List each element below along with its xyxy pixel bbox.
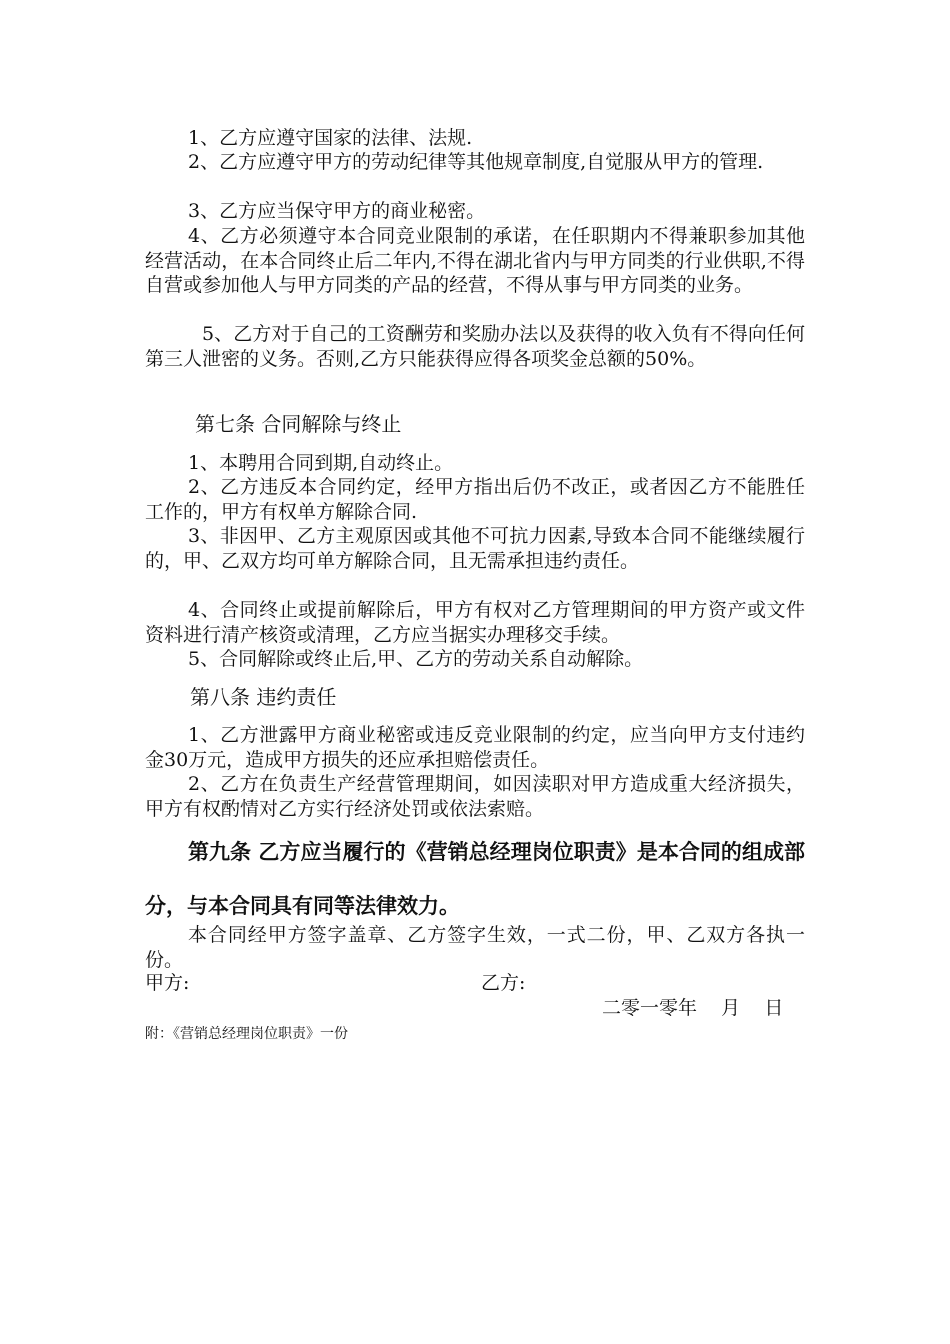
duty-item-4: 4、乙方必须遵守本合同竞业限制的承诺，在任职期内不得兼职参加其他经营活动，在本合同终止后二年内,不得在湖北省内与甲方同类的行业供职,不得自营或参加他人与甲方同类的产品的经营，不得从事与甲方同类的业务。 — [145, 225, 805, 296]
section-8-heading: 第八条 违约责任 — [190, 685, 337, 709]
party-a-label: 甲方: — [145, 972, 190, 994]
section-9-text: 第九条 乙方应当履行的《营销总经理岗位职责》是本合同的组成部分，与本合同具有同等法律效力。 — [145, 840, 805, 918]
duty-item-5: 5、乙方对于自己的工资酬劳和奖励办法以及获得的收入负有不得向任何第三人泄密的义务。否则,乙方只能获得应得各项奖金总额的50%。 — [145, 323, 805, 370]
termination-item-2: 2、乙方违反本合同约定，经甲方指出后仍不改正，或者因乙方不能胜任工作的，甲方有权单方解除合同. — [145, 476, 805, 523]
termination-item-1: 1、本聘用合同到期,自动终止。 — [188, 452, 454, 474]
termination-item-4: 4、合同终止或提前解除后，甲方有权对乙方管理期间的甲方资产或文件资料进行清产核资或清理，乙方应当据实办理移交手续。 — [145, 599, 805, 646]
duty-item-2: 2、乙方应遵守甲方的劳动纪律等其他规章制度,自觉服从甲方的管理. — [188, 151, 764, 173]
liability-item-2: 2、乙方在负责生产经营管理期间，如因渎职对甲方造成重大经济损失，甲方有权酌情对乙方实行经济处罚或依法索赔。 — [145, 773, 805, 820]
termination-item-3: 3、非因甲、乙方主观原因或其他不可抗力因素,导致本合同不能继续履行的，甲、乙双方均可单方解除合同，且无需承担违约责任。 — [145, 525, 805, 572]
duty-item-3: 3、乙方应当保守甲方的商业秘密。 — [188, 200, 486, 222]
attachment-note: 附：《营销总经理岗位职责》一份 — [145, 1026, 348, 1042]
duty-item-1: 1、乙方应遵守国家的法律、法规. — [188, 127, 473, 149]
signing-date: 二零一零年 月 日 — [602, 997, 784, 1019]
closing-statement: 本合同经甲方签字盖章、乙方签字生效，一式二份，甲、乙双方各执一份。 — [145, 924, 805, 971]
section-7-heading: 第七条 合同解除与终止 — [195, 412, 402, 436]
termination-item-5: 5、合同解除或终止后,甲、乙方的劳动关系自动解除。 — [188, 648, 644, 670]
party-b-label: 乙方: — [481, 972, 526, 994]
liability-item-1: 1、乙方泄露甲方商业秘密或违反竞业限制的约定，应当向甲方支付违约金30万元，造成甲方损失的还应承担赔偿责任。 — [145, 724, 805, 771]
